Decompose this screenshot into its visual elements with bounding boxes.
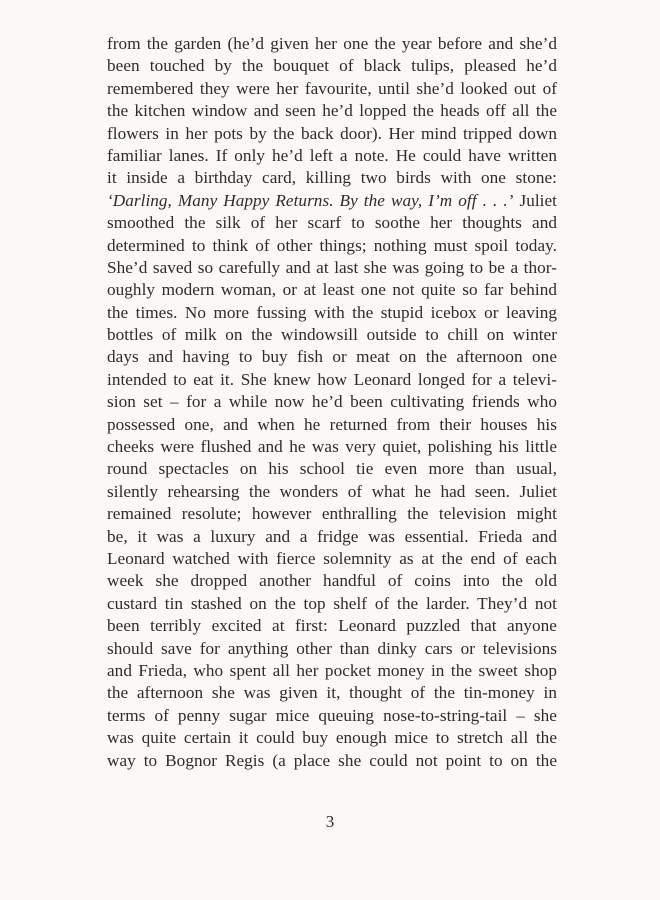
text-line: the kitchen window and seen he’d lopped the heads off all the [107, 101, 557, 121]
text-line: been terribly excited at first: Leonard puzzled that anyone [107, 616, 557, 636]
text-line: be, it was a luxury and a fridge was essential. Frieda and [107, 526, 557, 546]
text-line: way to Bognor Regis (a place she could not point to on the [107, 750, 557, 770]
text-line: silently rehearsing the wonders of what he had seen. Juliet [107, 481, 557, 501]
text-line: the afternoon she was given it, thought of the tin-money in [107, 683, 557, 703]
text-line: smoothed the silk of her scarf to soothe her thoughts and [107, 213, 557, 233]
text-line: it inside a birthday card, killing two birds with one stone: [107, 168, 557, 188]
text-line: flowers in her pots by the back door). Her mind tripped down [107, 123, 557, 143]
text-line: remembered they were her favourite, until she’d looked out of [107, 78, 557, 98]
text-line: oughly modern woman, or at least one not quite so far behind [107, 280, 557, 300]
text-line: the times. No more fussing with the stupid icebox or leaving [107, 302, 557, 322]
text-line: familiar lanes. If only he’d left a note. He could have written [107, 145, 557, 165]
text-line-italic-quote [107, 190, 557, 212]
quote-trailing-text: Juliet [513, 190, 557, 210]
text-line: should save for anything other than dinky cars or televisions [107, 638, 557, 658]
text-line: sion set – for a while now he’d been cultivating friends who [107, 392, 557, 412]
italic-quote: ‘Darling, Many Happy Returns. By the way, I’m off . . .’ [107, 190, 514, 210]
text-line: cheeks were flushed and he was very quiet, polishing his little [107, 437, 557, 457]
text-line: She’d saved so carefully and at last she was going to be a thor- [107, 257, 557, 277]
body-text [107, 33, 557, 772]
text-line: possessed one, and when he returned from their houses his [107, 414, 557, 434]
text-line: days and having to buy fish or meat on the afternoon one [107, 347, 557, 367]
text-line: terms of penny sugar mice queuing nose-to-string-tail – she [107, 705, 557, 725]
text-line: bottles of milk on the windowsill outside to chill on winter [107, 325, 557, 345]
text-line: week she dropped another handful of coins into the old [107, 571, 557, 591]
text-line: and Frieda, who spent all her pocket money in the sweet shop [107, 660, 557, 680]
text-line: remained resolute; however enthralling the television might [107, 504, 557, 524]
text-line: been touched by the bouquet of black tulips, pleased he’d [107, 56, 557, 76]
text-line: round spectacles on his school tie even more than usual, [107, 459, 557, 479]
text-line: from the garden (he’d given her one the year before and she’d [107, 34, 557, 53]
text-line: determined to think of other things; nothing must spoil today. [107, 235, 557, 255]
text-line: intended to eat it. She knew how Leonard longed for a televi- [107, 369, 557, 389]
text-line: custard tin stashed on the top shelf of the larder. They’d not [107, 593, 557, 613]
page-number: 3 [325, 812, 335, 831]
text-line: was quite certain it could buy enough mice to stretch all the [107, 728, 557, 748]
text-line: Leonard watched with fierce solemnity as at the end of each [107, 548, 557, 568]
